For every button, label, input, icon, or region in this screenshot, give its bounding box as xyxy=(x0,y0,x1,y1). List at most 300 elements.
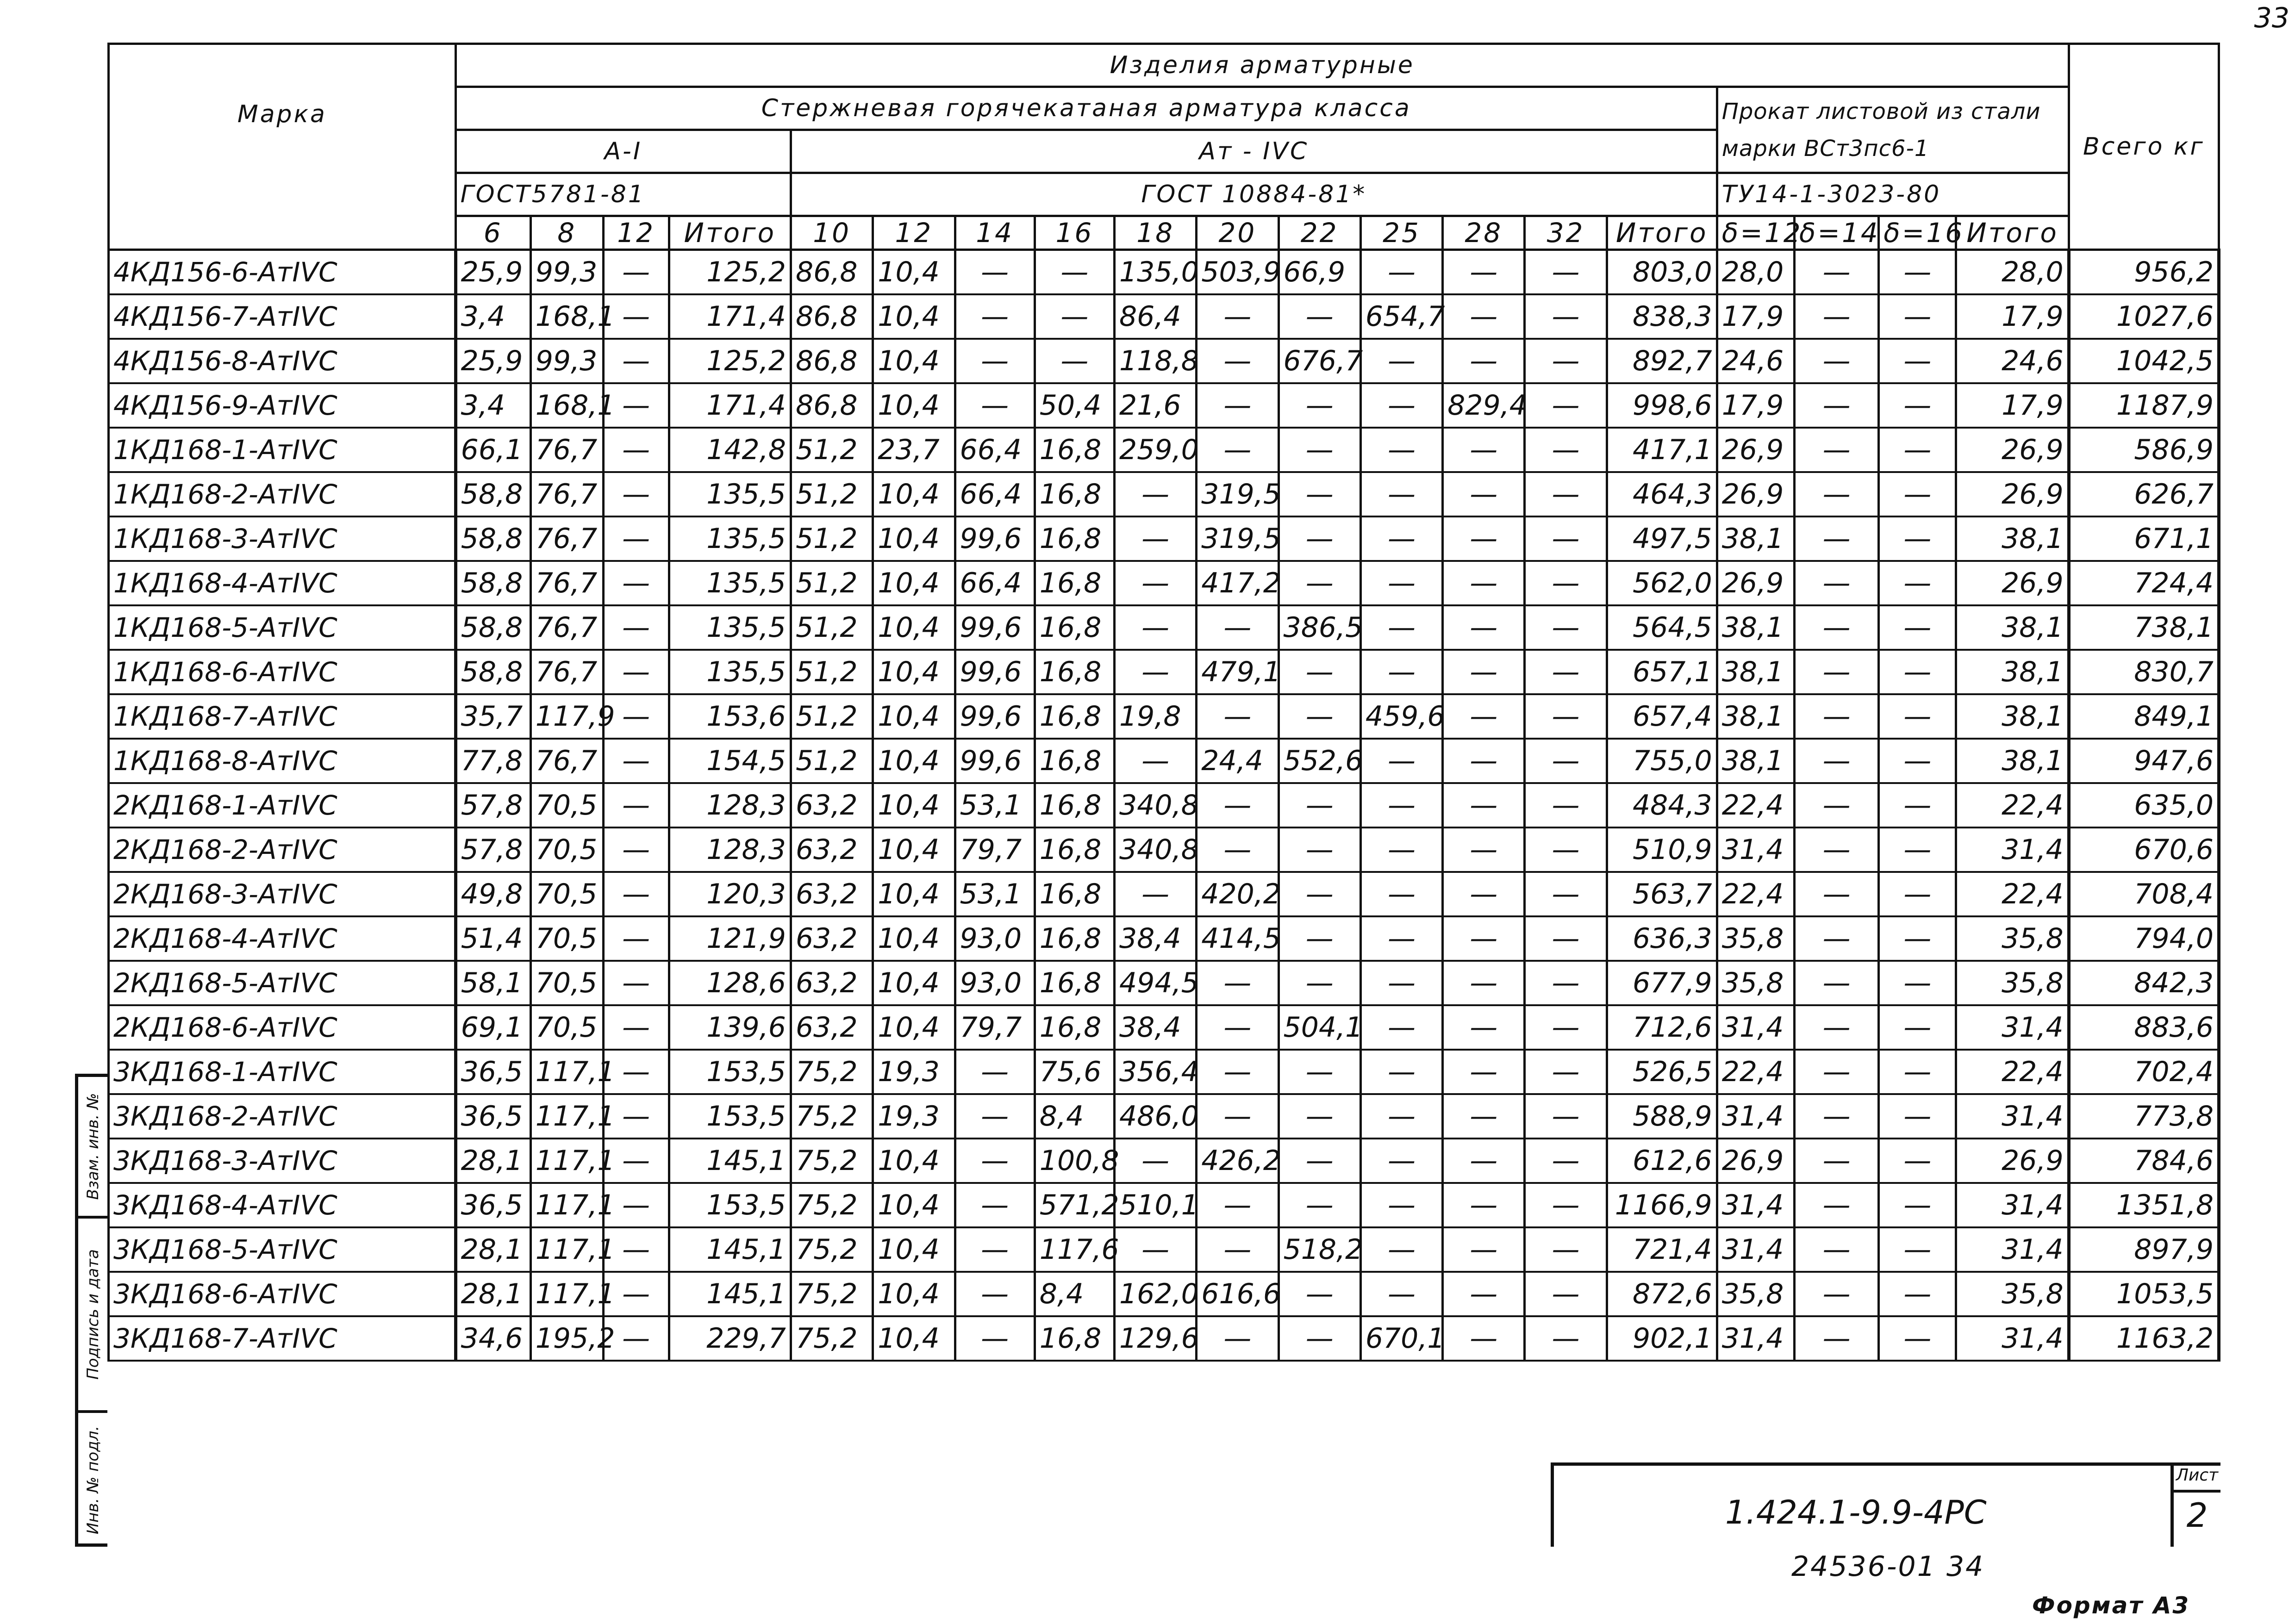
row-grand-total: 947,6 xyxy=(2069,739,2219,783)
row-value: — xyxy=(1278,828,1360,872)
row-value: 66,4 xyxy=(955,472,1035,516)
col-a1-8: 8 xyxy=(530,216,603,250)
row-value: — xyxy=(1360,1050,1442,1094)
row-value: 657,4 xyxy=(1607,694,1717,739)
row-value: 31,4 xyxy=(1956,1227,2069,1272)
row-value: — xyxy=(1278,1183,1360,1227)
row-value: 99,6 xyxy=(955,605,1035,650)
row-value: 51,2 xyxy=(791,428,873,472)
row-value: 28,1 xyxy=(455,1139,530,1183)
row-mark: 4КД156-8-АтIVC xyxy=(109,339,456,383)
row-value: — xyxy=(1443,1050,1525,1094)
row-value: 10,4 xyxy=(873,828,955,872)
col-sheet-14: δ=14 xyxy=(1794,216,1878,250)
row-value: — xyxy=(1114,650,1196,694)
table-row xyxy=(109,472,2219,516)
row-value: — xyxy=(1443,1005,1525,1050)
row-value: — xyxy=(1278,561,1360,605)
row-value: — xyxy=(1035,294,1114,339)
row-value: 26,9 xyxy=(1956,561,2069,605)
row-value: 31,4 xyxy=(1717,1183,1794,1227)
row-value: 117,1 xyxy=(530,1050,603,1094)
row-grand-total: 702,4 xyxy=(2069,1050,2219,1094)
row-value: 53,1 xyxy=(955,872,1035,916)
row-value: 38,1 xyxy=(1956,516,2069,561)
row-value: 63,2 xyxy=(791,1005,873,1050)
row-value: 657,1 xyxy=(1607,650,1717,694)
row-value: 340,8 xyxy=(1114,828,1196,872)
row-value: 162,0 xyxy=(1114,1272,1196,1316)
row-value: 417,1 xyxy=(1607,428,1717,472)
row-value: 36,5 xyxy=(455,1094,530,1139)
row-value: 51,2 xyxy=(791,472,873,516)
row-value: 35,8 xyxy=(1956,961,2069,1005)
row-value: 38,1 xyxy=(1956,694,2069,739)
row-value: 86,8 xyxy=(791,383,873,428)
row-value: — xyxy=(1114,605,1196,650)
row-value: 168,1 xyxy=(530,383,603,428)
row-value: 63,2 xyxy=(791,783,873,828)
row-value: 117,6 xyxy=(1035,1227,1114,1272)
row-value: 10,4 xyxy=(873,1183,955,1227)
row-value: 38,4 xyxy=(1114,1005,1196,1050)
row-value: — xyxy=(955,294,1035,339)
row-value: — xyxy=(1197,1094,1278,1139)
row-value: 25,9 xyxy=(455,339,530,383)
row-value: 23,7 xyxy=(873,428,955,472)
row-value: — xyxy=(1794,339,1878,383)
row-value: — xyxy=(1794,428,1878,472)
row-value: 51,2 xyxy=(791,694,873,739)
row-value: — xyxy=(1879,1050,1956,1094)
row-value: — xyxy=(1360,961,1442,1005)
row-value: 135,5 xyxy=(669,516,791,561)
row-value: — xyxy=(1879,1183,1956,1227)
row-value: 670,1 xyxy=(1360,1316,1442,1361)
row-value: — xyxy=(603,472,669,516)
row-mark: 1КД168-4-АтIVC xyxy=(109,561,456,605)
row-value: 51,4 xyxy=(455,916,530,961)
row-value: 3,4 xyxy=(455,294,530,339)
row-value: — xyxy=(1278,694,1360,739)
row-value: 26,9 xyxy=(1956,1139,2069,1183)
archive-number: 24536-01 34 xyxy=(1791,1550,1985,1583)
row-value: — xyxy=(1278,961,1360,1005)
sidebar-vzam-label: Взам. инв. № xyxy=(83,1093,102,1200)
row-value: 117,1 xyxy=(530,1139,603,1183)
row-value: — xyxy=(1197,783,1278,828)
row-value: 145,1 xyxy=(669,1139,791,1183)
row-grand-total: 626,7 xyxy=(2069,472,2219,516)
row-value: 70,5 xyxy=(530,828,603,872)
row-value: — xyxy=(1794,783,1878,828)
row-value: 66,9 xyxy=(1278,250,1360,295)
row-value: — xyxy=(1443,1094,1525,1139)
row-value: 563,7 xyxy=(1607,872,1717,916)
row-value: 28,1 xyxy=(455,1272,530,1316)
row-grand-total: 956,2 xyxy=(2069,250,2219,295)
row-value: — xyxy=(1794,739,1878,783)
row-mark: 3КД168-4-АтIVC xyxy=(109,1183,456,1227)
row-value: — xyxy=(1278,294,1360,339)
row-value: 99,3 xyxy=(530,250,603,295)
col-at-12: 12 xyxy=(873,216,955,250)
row-value: 10,4 xyxy=(873,1272,955,1316)
row-value: 38,1 xyxy=(1717,516,1794,561)
row-value: — xyxy=(1443,472,1525,516)
row-value: — xyxy=(603,1316,669,1361)
row-value: 38,1 xyxy=(1717,694,1794,739)
row-value: 145,1 xyxy=(669,1227,791,1272)
sidebar-inv-cell xyxy=(78,1410,107,1547)
row-value: 35,8 xyxy=(1717,961,1794,1005)
row-value: 153,5 xyxy=(669,1050,791,1094)
row-value: 16,8 xyxy=(1035,961,1114,1005)
row-value: 10,4 xyxy=(873,783,955,828)
row-value: 128,6 xyxy=(669,961,791,1005)
row-value: 35,8 xyxy=(1956,916,2069,961)
col-sheet-total: Итого xyxy=(1956,216,2069,250)
row-value: 76,7 xyxy=(530,472,603,516)
row-value: — xyxy=(1794,694,1878,739)
row-value: — xyxy=(1197,1316,1278,1361)
row-value: — xyxy=(1794,1050,1878,1094)
row-value: 10,4 xyxy=(873,561,955,605)
row-value: 57,8 xyxy=(455,783,530,828)
row-value: 31,4 xyxy=(1717,1094,1794,1139)
row-value: — xyxy=(1879,516,1956,561)
row-value: — xyxy=(1794,1139,1878,1183)
table-row xyxy=(109,872,2219,916)
row-value: — xyxy=(1278,472,1360,516)
row-mark: 2КД168-6-АтIVC xyxy=(109,1005,456,1050)
row-value: 259,0 xyxy=(1114,428,1196,472)
row-mark: 3КД168-5-АтIVC xyxy=(109,1227,456,1272)
row-mark: 1КД168-5-АтIVC xyxy=(109,605,456,650)
row-value: 417,2 xyxy=(1197,561,1278,605)
row-value: 75,2 xyxy=(791,1272,873,1316)
row-value: 17,9 xyxy=(1717,383,1794,428)
row-value: 16,8 xyxy=(1035,650,1114,694)
row-value: 50,4 xyxy=(1035,383,1114,428)
row-value: — xyxy=(1443,561,1525,605)
table-row xyxy=(109,1094,2219,1139)
row-value: 459,6 xyxy=(1360,694,1442,739)
row-value: 63,2 xyxy=(791,872,873,916)
row-value: 51,2 xyxy=(791,605,873,650)
row-value: 57,8 xyxy=(455,828,530,872)
row-value: — xyxy=(1443,516,1525,561)
row-value: 75,2 xyxy=(791,1050,873,1094)
row-value: 79,7 xyxy=(955,828,1035,872)
row-grand-total: 794,0 xyxy=(2069,916,2219,961)
row-value: 16,8 xyxy=(1035,739,1114,783)
row-value: 803,0 xyxy=(1607,250,1717,295)
table-row xyxy=(109,783,2219,828)
row-value: — xyxy=(603,739,669,783)
row-value: — xyxy=(1443,250,1525,295)
row-value: 10,4 xyxy=(873,1316,955,1361)
row-value: 902,1 xyxy=(1607,1316,1717,1361)
row-value: — xyxy=(1360,250,1442,295)
row-value: 998,6 xyxy=(1607,383,1717,428)
row-value: — xyxy=(1525,516,1607,561)
row-grand-total: 883,6 xyxy=(2069,1005,2219,1050)
row-value: 420,2 xyxy=(1197,872,1278,916)
row-value: 26,9 xyxy=(1717,561,1794,605)
row-value: — xyxy=(1525,916,1607,961)
row-value: — xyxy=(1197,383,1278,428)
row-value: 3,4 xyxy=(455,383,530,428)
col-sheet-12: δ=12 xyxy=(1717,216,1794,250)
col-at-total: Итого xyxy=(1607,216,1717,250)
row-value: 229,7 xyxy=(669,1316,791,1361)
row-value: — xyxy=(1278,428,1360,472)
row-value: — xyxy=(1794,383,1878,428)
row-value: 35,8 xyxy=(1956,1272,2069,1316)
row-value: — xyxy=(1197,339,1278,383)
row-value: 125,2 xyxy=(669,250,791,295)
row-value: 117,9 xyxy=(530,694,603,739)
col-at-20: 20 xyxy=(1197,216,1278,250)
row-value: — xyxy=(603,1183,669,1227)
row-value: — xyxy=(1879,339,1956,383)
row-value: 128,3 xyxy=(669,828,791,872)
row-value: 10,4 xyxy=(873,650,955,694)
row-value: — xyxy=(1525,605,1607,650)
row-value: 31,4 xyxy=(1717,1227,1794,1272)
row-value: — xyxy=(603,694,669,739)
row-value: — xyxy=(1360,650,1442,694)
row-value: — xyxy=(1525,961,1607,1005)
table-row xyxy=(109,828,2219,872)
row-value: 464,3 xyxy=(1607,472,1717,516)
row-value: — xyxy=(1278,916,1360,961)
row-value: 8,4 xyxy=(1035,1094,1114,1139)
row-value: 36,5 xyxy=(455,1183,530,1227)
row-value: — xyxy=(1443,1183,1525,1227)
row-value: — xyxy=(1794,1005,1878,1050)
row-value: — xyxy=(1197,1183,1278,1227)
row-value: — xyxy=(1879,650,1956,694)
row-value: 28,0 xyxy=(1956,250,2069,295)
format-label: Формат А3 xyxy=(2032,1592,2190,1619)
row-value: — xyxy=(1443,1139,1525,1183)
row-value: — xyxy=(1443,961,1525,1005)
row-value: — xyxy=(1794,828,1878,872)
table-row xyxy=(109,339,2219,383)
row-value: 128,3 xyxy=(669,783,791,828)
table-row xyxy=(109,516,2219,561)
row-value: 755,0 xyxy=(1607,739,1717,783)
row-value: — xyxy=(603,650,669,694)
row-mark: 4КД156-6-АтIVC xyxy=(109,250,456,295)
row-value: — xyxy=(955,250,1035,295)
row-value: 38,1 xyxy=(1956,605,2069,650)
row-value: 16,8 xyxy=(1035,472,1114,516)
row-value: — xyxy=(1443,1227,1525,1272)
row-value: 21,6 xyxy=(1114,383,1196,428)
col-at-22: 22 xyxy=(1278,216,1360,250)
row-value: 712,6 xyxy=(1607,1005,1717,1050)
row-value: 10,4 xyxy=(873,516,955,561)
col-at-14: 14 xyxy=(955,216,1035,250)
row-value: — xyxy=(1114,1139,1196,1183)
row-value: — xyxy=(1443,339,1525,383)
row-value: — xyxy=(1525,383,1607,428)
row-value: 63,2 xyxy=(791,916,873,961)
sheet-box xyxy=(2170,1466,2220,1547)
row-value: — xyxy=(1443,294,1525,339)
row-value: 1166,9 xyxy=(1607,1183,1717,1227)
row-grand-total: 897,9 xyxy=(2069,1227,2219,1272)
row-value: 16,8 xyxy=(1035,1316,1114,1361)
row-value: — xyxy=(1879,472,1956,516)
row-value: — xyxy=(1443,916,1525,961)
col-at-32: 32 xyxy=(1525,216,1607,250)
row-value: — xyxy=(1794,605,1878,650)
row-value: — xyxy=(1278,1050,1360,1094)
header-sheet-steel: Прокат листовой из стали марки ВСт3пс6-1 xyxy=(1717,87,2069,173)
sidebar-inv-label: Инв. № подл. xyxy=(83,1425,102,1534)
row-value: 486,0 xyxy=(1114,1094,1196,1139)
row-value: 75,2 xyxy=(791,1094,873,1139)
row-value: 75,2 xyxy=(791,1227,873,1272)
row-value: 76,7 xyxy=(530,650,603,694)
row-value: 195,2 xyxy=(530,1316,603,1361)
row-value: — xyxy=(1443,694,1525,739)
row-value: 16,8 xyxy=(1035,872,1114,916)
row-value: — xyxy=(1879,694,1956,739)
row-value: 31,4 xyxy=(1717,1005,1794,1050)
row-value: — xyxy=(603,428,669,472)
row-value: — xyxy=(1879,1316,1956,1361)
row-value: 526,5 xyxy=(1607,1050,1717,1094)
row-value: 19,3 xyxy=(873,1094,955,1139)
row-value: — xyxy=(955,1139,1035,1183)
row-value: — xyxy=(1879,605,1956,650)
row-value: — xyxy=(603,828,669,872)
row-value: — xyxy=(1197,828,1278,872)
row-value: 70,5 xyxy=(530,916,603,961)
table-row xyxy=(109,294,2219,339)
row-value: 24,6 xyxy=(1717,339,1794,383)
row-value: — xyxy=(955,1272,1035,1316)
row-mark: 3КД168-1-АтIVC xyxy=(109,1050,456,1094)
row-value: 135,5 xyxy=(669,561,791,605)
row-value: 616,6 xyxy=(1197,1272,1278,1316)
row-value: 51,2 xyxy=(791,739,873,783)
table-row xyxy=(109,1005,2219,1050)
row-value: — xyxy=(1879,783,1956,828)
row-value: 19,8 xyxy=(1114,694,1196,739)
row-value: — xyxy=(955,339,1035,383)
row-value: 28,1 xyxy=(455,1227,530,1272)
row-value: 38,1 xyxy=(1956,739,2069,783)
row-value: — xyxy=(1525,1183,1607,1227)
row-value: — xyxy=(603,916,669,961)
row-value: 171,4 xyxy=(669,294,791,339)
row-value: 75,2 xyxy=(791,1316,873,1361)
row-grand-total: 671,1 xyxy=(2069,516,2219,561)
row-value: — xyxy=(1879,561,1956,605)
row-value: — xyxy=(1794,516,1878,561)
row-value: 35,8 xyxy=(1717,916,1794,961)
sidebar-podpis-cell xyxy=(78,1216,107,1410)
col-sheet-16: δ=16 xyxy=(1879,216,1956,250)
row-value: 10,4 xyxy=(873,383,955,428)
row-value: 75,2 xyxy=(791,1183,873,1227)
row-value: — xyxy=(1197,1005,1278,1050)
row-value: 142,8 xyxy=(669,428,791,472)
row-value: 63,2 xyxy=(791,828,873,872)
row-value: 70,5 xyxy=(530,961,603,1005)
row-mark: 3КД168-6-АтIVC xyxy=(109,1272,456,1316)
header-marka: Марка xyxy=(109,44,456,250)
row-value: — xyxy=(1794,650,1878,694)
row-value: 676,7 xyxy=(1278,339,1360,383)
table-row xyxy=(109,1272,2219,1316)
row-value: 79,7 xyxy=(955,1005,1035,1050)
row-value: — xyxy=(603,516,669,561)
row-value: 26,9 xyxy=(1956,428,2069,472)
row-value: — xyxy=(603,561,669,605)
row-value: — xyxy=(1360,605,1442,650)
row-value: 10,4 xyxy=(873,472,955,516)
row-grand-total: 849,1 xyxy=(2069,694,2219,739)
row-value: 135,5 xyxy=(669,605,791,650)
row-value: 125,2 xyxy=(669,339,791,383)
row-value: — xyxy=(1879,383,1956,428)
row-value: — xyxy=(1525,1272,1607,1316)
row-value: 58,8 xyxy=(455,561,530,605)
row-value: 838,3 xyxy=(1607,294,1717,339)
row-value: 10,4 xyxy=(873,250,955,295)
row-value: 86,8 xyxy=(791,294,873,339)
row-mark: 1КД168-2-АтIVC xyxy=(109,472,456,516)
row-value: 70,5 xyxy=(530,1005,603,1050)
col-a1-12: 12 xyxy=(603,216,669,250)
row-value: — xyxy=(1360,1094,1442,1139)
row-value: 153,6 xyxy=(669,694,791,739)
row-value: — xyxy=(603,783,669,828)
row-value: — xyxy=(1278,650,1360,694)
row-value: — xyxy=(603,250,669,295)
row-value: 35,8 xyxy=(1717,1272,1794,1316)
table-row xyxy=(109,1139,2219,1183)
row-value: 414,5 xyxy=(1197,916,1278,961)
row-value: — xyxy=(1525,250,1607,295)
row-value: — xyxy=(1360,516,1442,561)
row-value: — xyxy=(1794,872,1878,916)
row-value: 75,6 xyxy=(1035,1050,1114,1094)
row-value: — xyxy=(955,1094,1035,1139)
row-grand-total: 724,4 xyxy=(2069,561,2219,605)
row-value: 26,9 xyxy=(1956,472,2069,516)
table-row xyxy=(109,650,2219,694)
row-value: 22,4 xyxy=(1956,783,2069,828)
row-value: 497,5 xyxy=(1607,516,1717,561)
row-value: — xyxy=(1525,1316,1607,1361)
document-code: 1.424.1-9.9-4РС xyxy=(1725,1493,1987,1531)
row-value: — xyxy=(1197,294,1278,339)
row-value: — xyxy=(1360,828,1442,872)
row-value: 93,0 xyxy=(955,961,1035,1005)
row-value: — xyxy=(1525,650,1607,694)
row-grand-total: 738,1 xyxy=(2069,605,2219,650)
row-value: 17,9 xyxy=(1717,294,1794,339)
row-value: — xyxy=(1525,872,1607,916)
